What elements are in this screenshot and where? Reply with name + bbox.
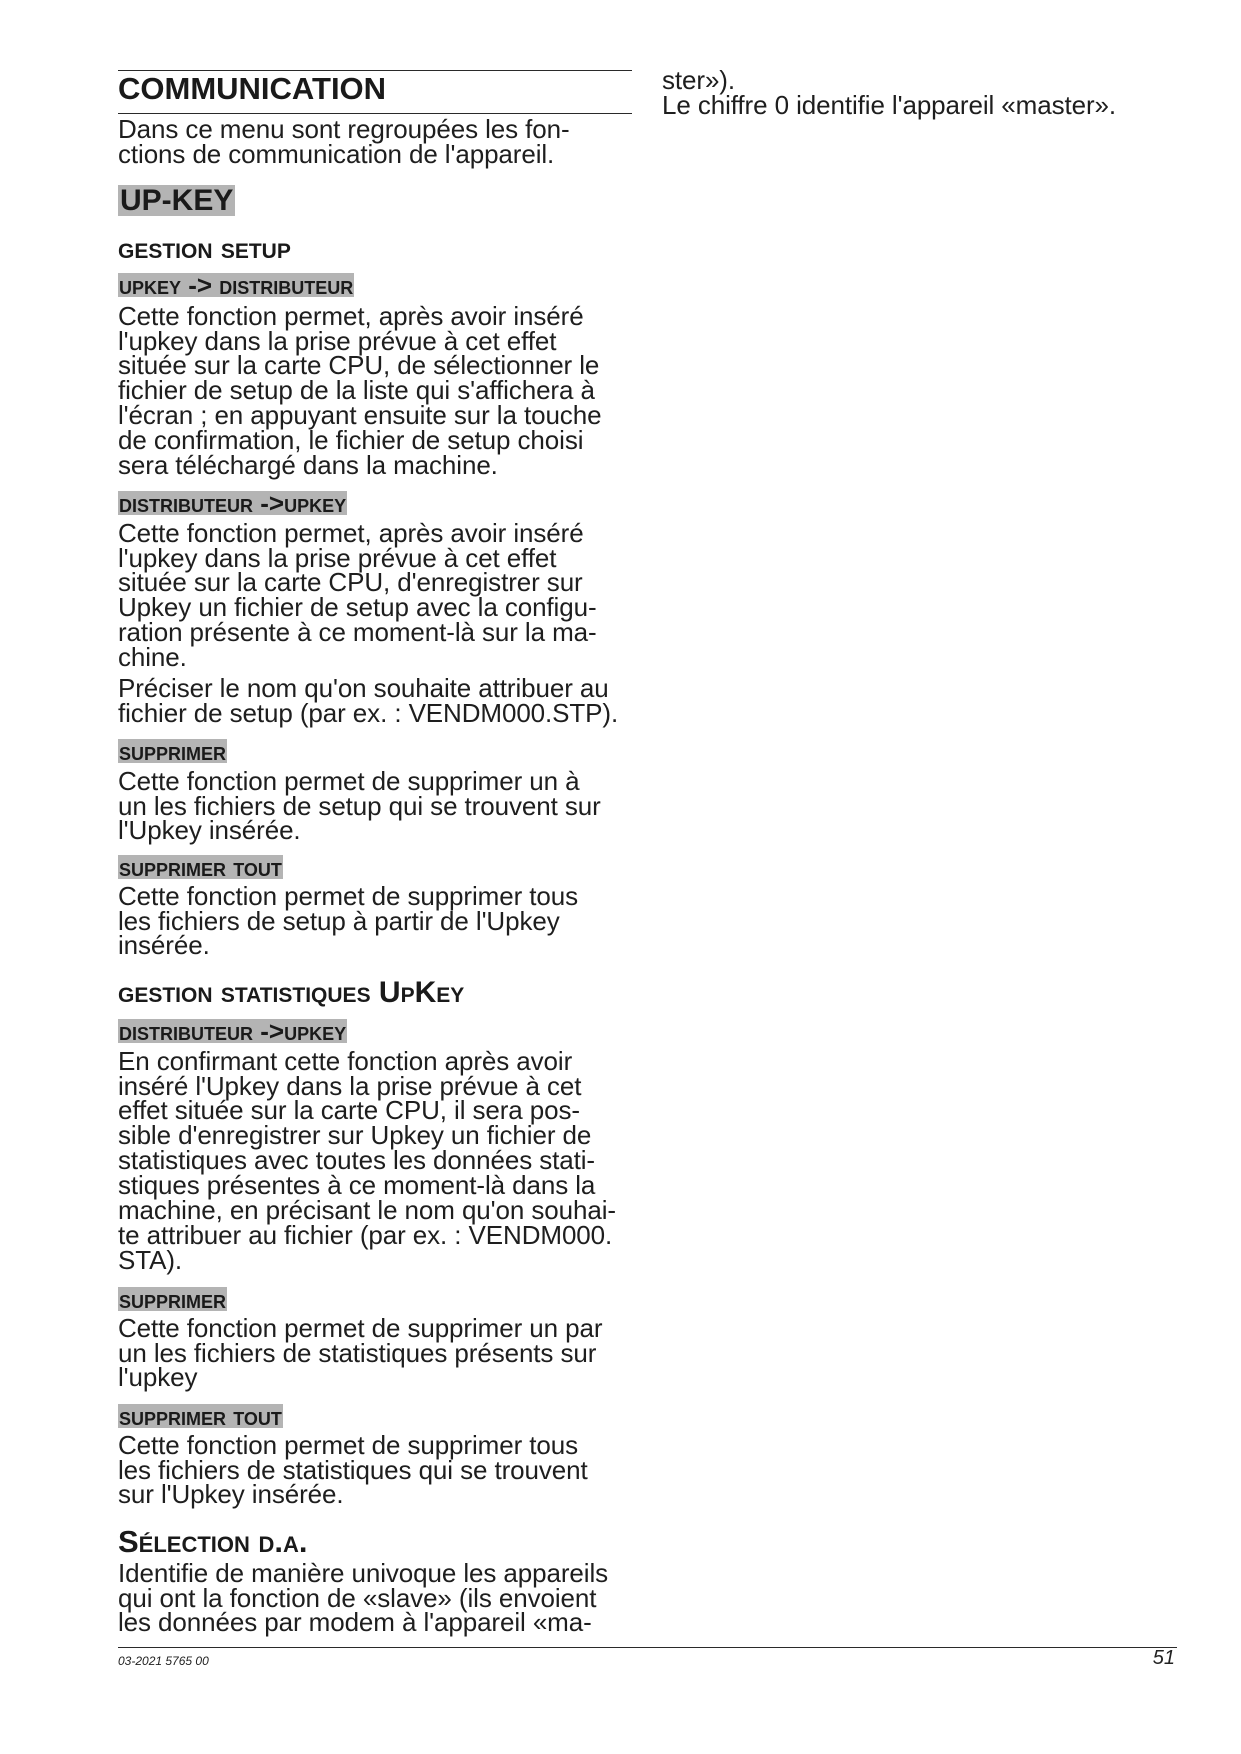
paragraph-delete-stats: Cette fonction permet de supprimer un par un les fichiers de statistiques présents sur l'upkey (118, 1312, 603, 1393)
paragraph-dispenser-to-upkey: Cette fonction permet, après avoir inséré l'upkey dans la prise prévue à cet effet située sur la carte CPU, d'enregistrer sur Upkey un fichier de setup avec la configu- ration présente à ce moment-là sur la ma- chine. (118, 517, 597, 673)
label-delete-all-setup: supprimer tout (119, 852, 282, 882)
label-delete-all-stats: supprimer tout (119, 1401, 282, 1431)
document-code: 03-2021 5765 00 (118, 1654, 209, 1668)
label-stats-dispenser-to-upkey: distributeur ->upkey (119, 1016, 347, 1046)
paragraph-upkey-to-dispenser: Cette fonction permet, après avoir inséré l'upkey dans la prise prévue à cet effet située sur la carte CPU, de sélectionner le fichier de setup de la liste qui s'affichera à l'écran ; en appuyant ensuite sur la touche de confirmation, le fichier de setup choisi sera téléchargé dans la machine. (118, 300, 602, 481)
footer-rule (118, 1647, 1177, 1648)
label-upkey-to-dispenser: upkey -> distributeur (119, 270, 354, 300)
intro-paragraph: Dans ce menu sont regroupées les fon- ctions de communication de l'appareil. (118, 113, 570, 169)
setup-management-heading: gestion setup (118, 232, 291, 265)
label-delete-stats: supprimer (119, 1284, 227, 1314)
paragraph-delete-all-stats: Cette fonction permet de supprimer tous les fichiers de statistiques qui se trouvent sur l'Upkey insérée. (118, 1429, 588, 1510)
paragraph-delete-all-setup: Cette fonction permet de supprimer tous les fichiers de setup à partir de l'Upkey insérée. (118, 880, 578, 961)
label-dispenser-to-upkey: distributeur ->upkey (119, 488, 347, 518)
upkey-heading: UP-KEY (120, 184, 234, 217)
selection-heading: Sélection d.a. (118, 1524, 308, 1559)
statistics-management-heading: gestion statistiques UpKey (118, 976, 465, 1009)
paragraph-selection-continued: ster»). Le chiffre 0 identifie l'appareil «master». (662, 64, 1117, 120)
paragraph-delete-setup: Cette fonction permet de supprimer un à un les fichiers de setup qui se trouvent sur l'Upkey insérée. (118, 765, 601, 846)
paragraph-stats-dispenser-to-upkey: En confirmant cette fonction après avoir inséré l'Upkey dans la prise prévue à cet effet située sur la carte CPU, il sera pos- sible d'enregistrer sur Upkey un fichier de statistiques avec toutes les données stati- stiques présentes à ce moment-là dans la machine, en précisant le nom qu'on souhai- te attribuer au fichier (par ex. : VENDM000. STA). (118, 1045, 616, 1275)
label-delete-setup: supprimer (119, 736, 227, 766)
section-title: COMMUNICATION (118, 71, 387, 106)
paragraph-setup-filename: Préciser le nom qu'on souhaite attribuer au fichier de setup (par ex. : VENDM000.STP). (118, 672, 619, 728)
paragraph-selection: Identifie de manière univoque les appareils qui ont la fonction de «slave» (ils envoient les données par modem à l'appareil «ma- (118, 1557, 609, 1638)
page-number: 51 (1152, 1647, 1175, 1669)
